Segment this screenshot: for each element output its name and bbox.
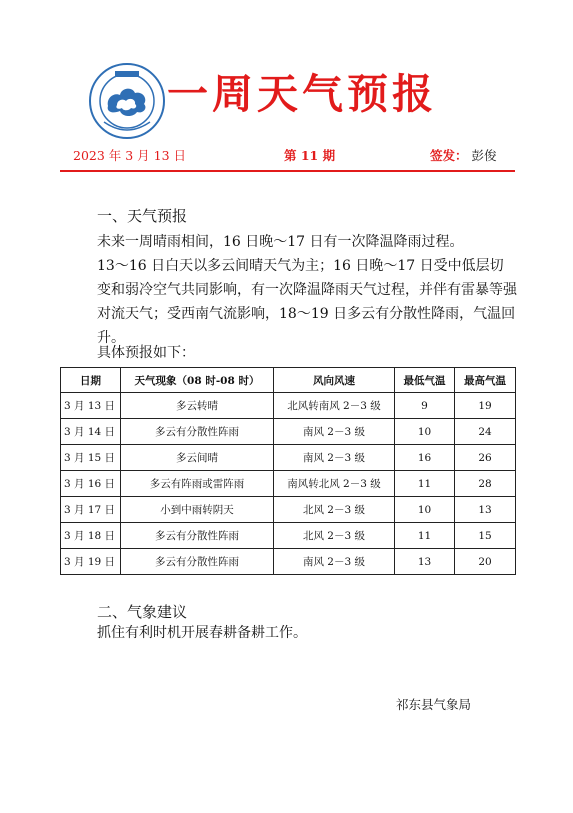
signer-name: 彭俊 <box>471 148 497 163</box>
forecast-detail: 13～16 日白天以多云间晴天气为主；16 日晚～17 日受中低层切变和弱冷空气共同影响，有一次降温降雨天气过程，并伴有雷暴等强对流天气；受西南气流影响，18～19 日多云有分散性降雨，气温回升。 <box>97 258 517 346</box>
table-row <box>61 497 516 523</box>
issuer-name: 祁东县气象局 <box>396 697 472 712</box>
cell-max-temp: 26 <box>455 445 516 471</box>
cell-weather: 多云有分散性阵雨 <box>121 549 274 575</box>
table-row <box>61 393 516 419</box>
table-header-row <box>61 368 516 393</box>
cell-date: 3 月 15 日 <box>61 445 121 471</box>
cell-max-temp: 15 <box>455 523 516 549</box>
cell-min-temp: 11 <box>395 523 455 549</box>
page-title: 一周天气预报 <box>167 70 437 118</box>
cell-date: 3 月 18 日 <box>61 523 121 549</box>
cell-weather: 多云有分散性阵雨 <box>121 419 274 445</box>
section1-heading: 一、天气预报 <box>97 207 188 225</box>
cell-min-temp: 10 <box>395 497 455 523</box>
col-date-header: 日期 <box>61 368 121 393</box>
cell-max-temp: 20 <box>455 549 516 575</box>
cell-min-temp: 11 <box>395 471 455 497</box>
cell-wind: 北风转南风 2－3 级 <box>274 393 395 419</box>
cell-min-temp: 13 <box>395 549 455 575</box>
forecast-table <box>60 367 516 575</box>
advice-text: 抓住有利时机开展春耕备耕工作。 <box>97 625 307 641</box>
cell-min-temp: 16 <box>395 445 455 471</box>
header-divider <box>60 170 515 172</box>
table-row <box>61 419 516 445</box>
cell-wind: 南风 2－3 级 <box>274 419 395 445</box>
cell-max-temp: 19 <box>455 393 516 419</box>
table-row <box>61 445 516 471</box>
cell-max-temp: 24 <box>455 419 516 445</box>
cell-wind: 南风 2－3 级 <box>274 445 395 471</box>
signature <box>430 150 497 163</box>
cell-weather: 多云间晴 <box>121 445 274 471</box>
table-row <box>61 523 516 549</box>
cell-min-temp: 9 <box>395 393 455 419</box>
table-row <box>61 471 516 497</box>
issue-number: 第 11 期 <box>284 148 336 163</box>
table-row <box>61 549 516 575</box>
sign-label: 签发： <box>430 148 468 163</box>
cell-date: 3 月 16 日 <box>61 471 121 497</box>
cell-weather: 小到中雨转阴天 <box>121 497 274 523</box>
cell-wind: 北风 2－3 级 <box>274 497 395 523</box>
col-max-temp-header: 最高气温 <box>455 368 516 393</box>
cell-min-temp: 10 <box>395 419 455 445</box>
issue-date: 2023 年 3 月 13 日 <box>73 148 187 163</box>
section2-heading: 二、气象建议 <box>97 603 188 621</box>
cell-date: 3 月 17 日 <box>61 497 121 523</box>
cell-wind: 南风 2－3 级 <box>274 549 395 575</box>
cell-max-temp: 13 <box>455 497 516 523</box>
cell-wind: 南风转北风 2－3 级 <box>274 471 395 497</box>
cma-logo <box>88 62 166 140</box>
cell-max-temp: 28 <box>455 471 516 497</box>
col-weather-header: 天气现象（08 时-08 时） <box>121 368 274 393</box>
cma-logo-icon <box>88 62 166 140</box>
cell-weather: 多云有分散性阵雨 <box>121 523 274 549</box>
cell-date: 3 月 13 日 <box>61 393 121 419</box>
cell-date: 3 月 19 日 <box>61 549 121 575</box>
cell-wind: 北风 2－3 级 <box>274 523 395 549</box>
cell-weather: 多云转晴 <box>121 393 274 419</box>
forecast-summary: 未来一周晴雨相间，16 日晚～17 日有一次降温降雨过程。 <box>97 234 464 250</box>
col-min-temp-header: 最低气温 <box>395 368 455 393</box>
table-intro: 具体预报如下： <box>97 345 195 361</box>
cell-date: 3 月 14 日 <box>61 419 121 445</box>
col-wind-header: 风向风速 <box>274 368 395 393</box>
cell-weather: 多云有阵雨或雷阵雨 <box>121 471 274 497</box>
